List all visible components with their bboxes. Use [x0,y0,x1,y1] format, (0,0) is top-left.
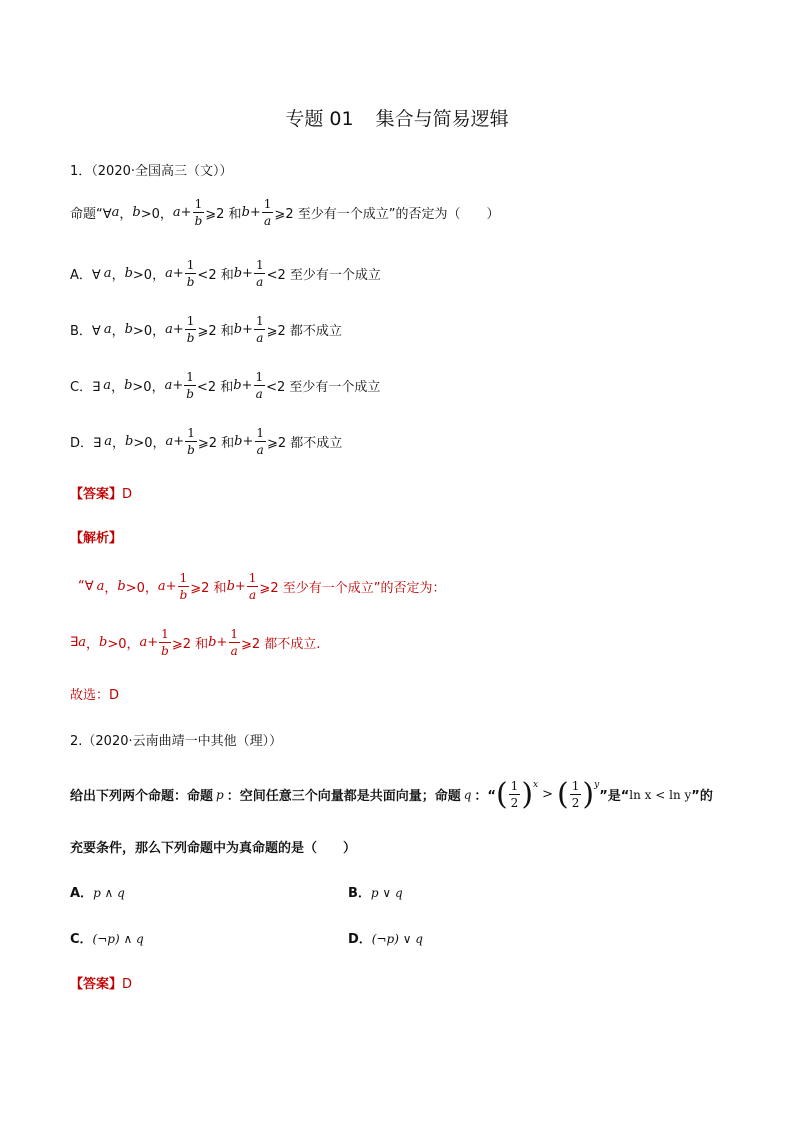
q1-analysis-tag: 【解析】 [70,531,123,546]
title-topic-name: 集合与简易逻辑 [375,108,509,130]
fraction-1-over-b: $\frac{1}{b}$ [186,314,195,345]
q2-header: 2.（2020·云南曲靖一中其他（理）） [70,734,283,749]
title-topic-number: 专题 01 [285,108,354,130]
q1-option-c: C．∃ a ， b >0， a+ $\frac{1}{b}$ <2 和 b+ $\frac{1}{a}$ <2 至少有一个成立 [70,370,381,401]
answer-value: D [122,487,133,502]
fraction-1-over-a: $\frac{1}{a}$ [230,627,238,658]
fraction-1-over-b: $\frac{1}{b}$ [161,627,169,658]
fraction-1-over-a: $\frac{1}{a}$ [263,197,272,228]
page-title [0,104,794,131]
q1-stem: 命题“∀ a ， b >0， a+ $\frac{1}{b}$ ⩾2 和 b+ $\frac{1}{a}$ ⩾2 至少有一个成立”的否定为（ ） [70,197,500,228]
fraction-1-over-a: $\frac{1}{a}$ [256,426,265,457]
q1-analysis-line-2: ∃ a ， b >0， a+ $\frac{1}{b}$ ⩾2 和 b+ $\frac{1}{a}$ ⩾2 都不成立. [70,627,321,658]
q1-option-a: A．∀ a ， b >0， a+ $\frac{1}{b}$ <2 和 b+ $\frac{1}{a}$ <2 至少有一个成立 [70,258,381,289]
answer-tag: 【答案】 [70,487,123,502]
fraction-1-over-b: $\frac{1}{b}$ [186,370,194,401]
fraction-1-over-b: $\frac{1}{b}$ [194,197,203,228]
half-power-x: ( $\frac{1}{2}$ ) $^x$ [495,776,539,812]
fraction-1-over-a: $\frac{1}{a}$ [255,370,264,401]
half-power-y: ( $\frac{1}{2}$ ) $^y$ [557,776,600,812]
q1-option-d: D．∃ a ， b >0， a+ $\frac{1}{b}$ ⩾2 和 b+ $\frac{1}{a}$ ⩾2 都不成立 [70,426,343,457]
q1-header: 1．（2020·全国高三（文）） [70,164,233,179]
fraction-1-over-b: $\frac{1}{b}$ [186,258,195,289]
q2-answer [70,973,132,992]
q1-choose: 故选：D [70,688,120,703]
fraction-1-over-a: $\frac{1}{a}$ [255,314,264,345]
var-q: q [463,787,472,802]
q2-option-a: A．p ∧ q [70,886,125,901]
answer-value: D [122,977,133,992]
q1-analysis-line-1: “∀ a ， b >0， a+ $\frac{1}{b}$ ⩾2 和 b+ $\frac{1}{a}$ ⩾2 至少有一个成立”的否定为： [78,571,446,602]
q2-stem-line-1: 给出下列两个命题：命题 p ：空间任意三个向量都是共面向量；命题 q ：“ ( $\frac{1}{2}$ ) $^x$ > ( $\frac{1}{2}$ ) $^y$ ”是“ ln x < ln y ”的 [70,776,713,812]
answer-tag: 【答案】 [70,977,123,992]
q1-answer [70,483,132,502]
fraction-1-over-b: $\frac{1}{b}$ [179,571,188,602]
q2-option-c: C．(¬p) ∧ q [70,932,144,947]
var-p: p [216,787,224,802]
q2-option-d: D．(¬p) ∨ q [348,932,423,947]
fraction-1-over-b: $\frac{1}{b}$ [187,426,195,457]
ln-inequality: ln x < ln y [629,787,692,802]
q2-option-b: B．p ∨ q [348,886,403,901]
fraction-1-over-a: $\frac{1}{a}$ [248,571,257,602]
q1-option-b: B．∀ a ， b >0， a+ $\frac{1}{b}$ ⩾2 和 b+ $\frac{1}{a}$ ⩾2 都不成立 [70,314,342,345]
fraction-1-over-a: $\frac{1}{a}$ [255,258,264,289]
q2-stem-line-2: 充要条件，那么下列命题中为真命题的是（ ） [70,841,357,856]
